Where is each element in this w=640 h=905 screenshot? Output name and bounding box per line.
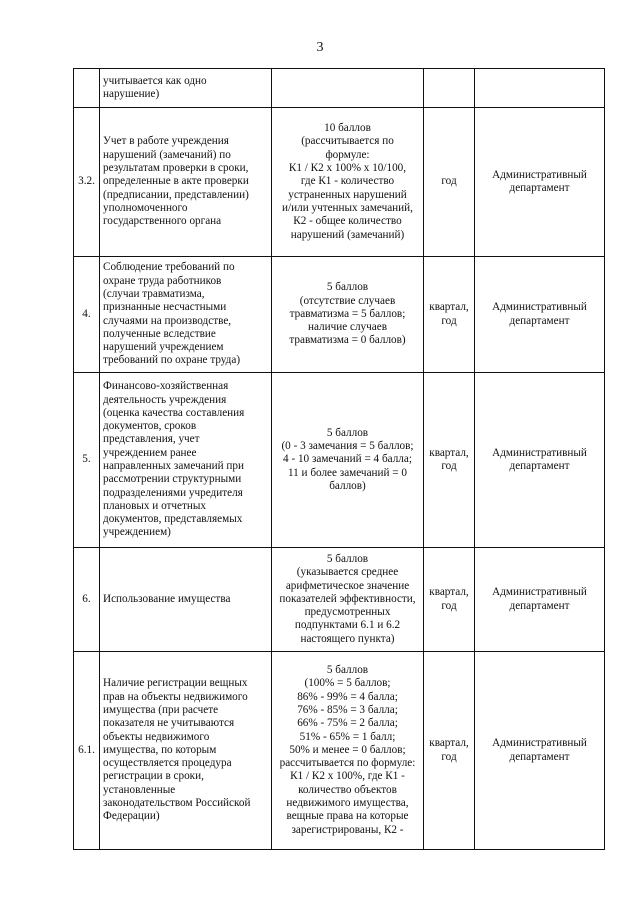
criterion-cell	[100, 108, 272, 257]
score-cell	[272, 69, 424, 108]
row-number-cell	[74, 373, 100, 548]
row-number-cell	[74, 69, 100, 108]
period-text: квартал, год	[429, 301, 469, 327]
criterion-cell	[100, 548, 272, 652]
table-row	[74, 652, 605, 850]
row-number: 4.	[82, 307, 91, 320]
table-row	[74, 257, 605, 373]
responsible-cell	[475, 373, 605, 548]
period-cell	[424, 652, 475, 850]
table-row	[74, 108, 605, 257]
criterion-cell	[100, 257, 272, 373]
responsible-text: Административный департамент	[492, 301, 587, 327]
score-text: 5 баллов (0 - 3 замечания = 5 баллов; 4 - 10 замечаний = 4 балла; 11 и более замечаний = 0 баллов)	[281, 426, 414, 492]
period-text: год	[441, 175, 457, 188]
score-cell	[272, 108, 424, 257]
responsible-cell	[475, 69, 605, 108]
criteria-table	[73, 68, 605, 850]
row-number-cell	[74, 548, 100, 652]
responsible-text: Административный департамент	[492, 168, 587, 194]
responsible-cell	[475, 257, 605, 373]
responsible-text: Административный департамент	[492, 586, 587, 612]
period-text: квартал, год	[429, 446, 469, 472]
criterion-text: Использование имущества	[103, 592, 231, 605]
row-number: 6.1.	[78, 743, 95, 756]
score-cell	[272, 652, 424, 850]
row-number-cell	[74, 652, 100, 850]
score-text: 10 баллов (рассчитывается по формуле: К1 / К2 x 100% x 10/100, где К1 - количество устраненных нарушений и/или учтенных замечаний, К2 - общее количество нарушений (замечаний)	[282, 122, 413, 241]
score-cell	[272, 548, 424, 652]
table-row	[74, 548, 605, 652]
criterion-text: Учет в работе учреждения нарушений (замечаний) по результатам проверки в сроки, определенные в акте проверки (предписании, представлении) уполномоченного государственного органа	[103, 135, 249, 228]
criterion-text: учитывается как одно нарушение)	[103, 74, 207, 100]
criterion-cell	[100, 69, 272, 108]
score-text: 5 баллов (100% = 5 баллов; 86% - 99% = 4 балла; 76% - 85% = 3 балла; 66% - 75% = 2 балла; 51% - 65% = 1 балл; 50% и менее = 0 баллов; рассчитывается по формуле: К1 / К2 x 100%, где К1 - количество объектов недвижимого имущества, вещные права на которые зарегистрированы, К2 -	[279, 664, 416, 836]
score-cell	[272, 257, 424, 373]
period-cell	[424, 548, 475, 652]
period-cell	[424, 373, 475, 548]
score-text: 5 баллов (отсутствие случаев травматизма = 5 баллов; наличие случаев травматизма = 0 баллов)	[289, 281, 406, 347]
row-number: 6.	[82, 592, 91, 605]
score-cell	[272, 373, 424, 548]
row-number: 3.2.	[78, 175, 95, 188]
period-text: квартал, год	[429, 737, 469, 763]
row-number-cell	[74, 108, 100, 257]
page-number: 3	[316, 40, 324, 55]
score-text: 5 баллов (указывается среднее арифметическое значение показателей эффективности, предусмотренных подпунктами 6.1 и 6.2 настоящего пункта)	[279, 552, 416, 645]
criterion-cell	[100, 373, 272, 548]
criterion-text: Финансово-хозяйственная деятельность учреждения (оценка качества составления документов, сроков представления, учет учреждением ранее направленных замечаний при рассмотрении структурными подразделениями учредителя плановых и отчетных документов, представляемых учреждением)	[103, 380, 245, 539]
period-text: квартал, год	[429, 586, 469, 612]
table-row	[74, 373, 605, 548]
period-cell	[424, 257, 475, 373]
criterion-cell	[100, 652, 272, 850]
responsible-text: Административный департамент	[492, 446, 587, 472]
table-row	[74, 69, 605, 108]
criterion-text: Соблюдение требований по охране труда работников (случаи травматизма, признанные несчастными случаями на производстве, полученные вследствие нарушений учреждением требований по охране труда)	[103, 261, 241, 367]
period-cell	[424, 108, 475, 257]
criterion-text: Наличие регистрации вещных прав на объекты недвижимого имущества (при расчете показателя не учитываются объекты недвижимого имущества, по которым осуществляется процедура регистрации в сроки, установленные законодательством Российской Федерации)	[103, 677, 251, 823]
period-cell	[424, 69, 475, 108]
row-number-cell	[74, 257, 100, 373]
row-number: 5.	[82, 453, 91, 466]
responsible-cell	[475, 548, 605, 652]
responsible-text: Административный департамент	[492, 737, 587, 763]
responsible-cell	[475, 108, 605, 257]
responsible-cell	[475, 652, 605, 850]
